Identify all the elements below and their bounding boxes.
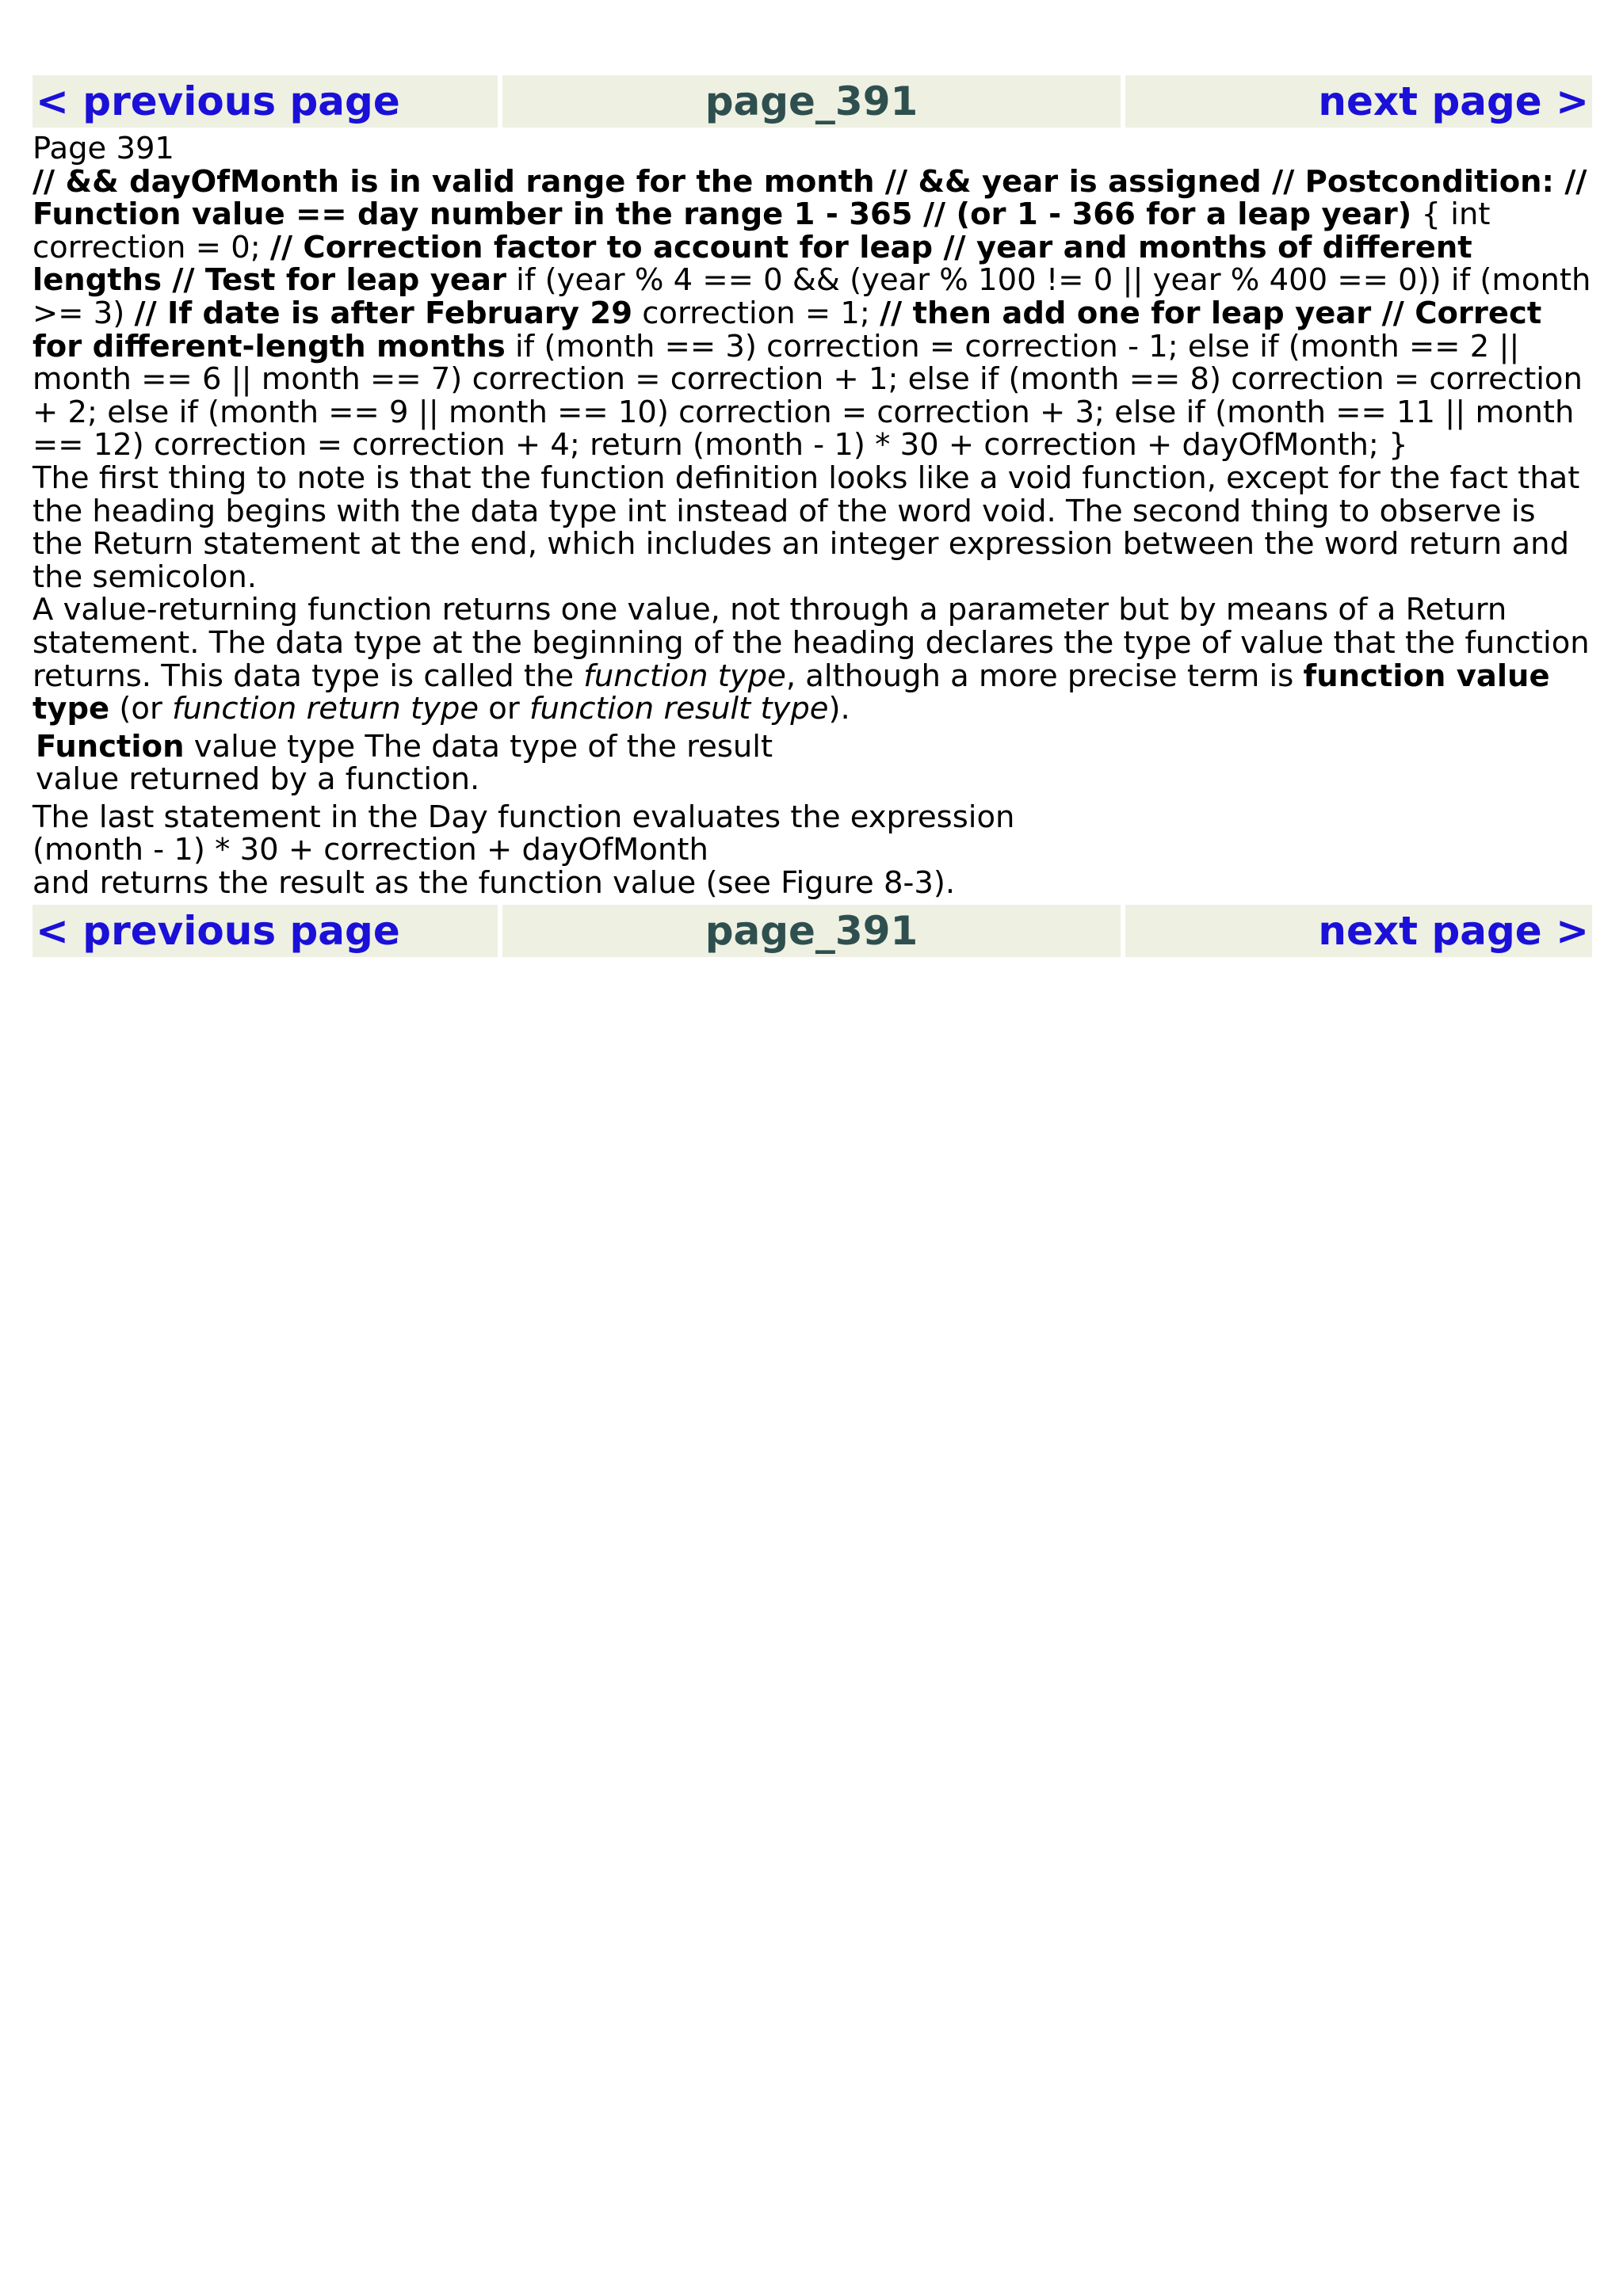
code-block (32, 163, 1592, 463)
page-label: page_391 (502, 75, 1121, 128)
text-run: , although a more precise term is (785, 658, 1304, 694)
next-page-link[interactable]: next page > (1125, 75, 1592, 128)
next-page-link[interactable]: next page > (1125, 905, 1592, 957)
page-content (32, 128, 1592, 905)
page-container (32, 75, 1592, 957)
page-label: page_391 (502, 905, 1121, 957)
paragraph (32, 593, 1592, 725)
italic-term: function type (583, 658, 786, 694)
code-text: if (year % 4 == 0 && (year % 100 != 0 || year % 400 == 0)) if (month >= 3) (32, 262, 1591, 331)
bold-term: function value type (32, 658, 1550, 727)
previous-page-link[interactable]: < previous page (32, 905, 498, 957)
code-expression: (month - 1) * 30 + correction + dayOfMonth (32, 832, 708, 868)
top-navigation-bar (32, 75, 1592, 128)
italic-term: function result type (529, 691, 829, 727)
code-comment: // && dayOfMonth is in valid range for the month // && year is assigned // Postcondition: // Function value == day number in the range 1 - 365 // (or 1 - 366 for a leap year) (32, 163, 1587, 233)
italic-term: function return type (172, 691, 479, 727)
text-run: or (479, 691, 529, 727)
definition-text: value type The data type of the result value returned by a function. (36, 728, 773, 798)
paragraph: The last statement in the Day function evaluates the expression (32, 799, 1015, 835)
code-comment: // If date is after February 29 (134, 295, 632, 331)
previous-page-link[interactable]: < previous page (32, 75, 498, 128)
text-run: A value-returning function returns one value, not through a parameter but by means of a Return statement. The data type at the beginning of the heading declares the type of value that the function returns. This data type is called the (32, 592, 1590, 694)
code-comment: // Correction factor to account for leap // year and months of different lengths // Test for leap year (32, 229, 1472, 299)
page-number-text: Page 391 (32, 131, 174, 166)
paragraph: and returns the result as the function value (see Figure 8-3). (32, 865, 956, 902)
code-text: correction = 1; (632, 295, 880, 331)
text-run: ). (828, 691, 850, 727)
definition-box (36, 730, 796, 796)
code-text: { int correction = 0; (32, 196, 1491, 265)
code-text: if (month == 3) correction = correction - 1; else if (month == 2 || month == 6 || month == 7) correction = correction + 1; else if (month == 8) correction = correction + 2; else if (month == 9 || month == 10) correction = correction + 3; else if (month == 11 || month == 12) correction = correction + 4; return (month - 1) * 30 + correction + dayOfMonth; } (32, 328, 1583, 463)
bottom-navigation-bar (32, 905, 1592, 957)
text-run: (or (109, 691, 173, 727)
paragraph: The first thing to note is that the function definition looks like a void function, except for the fact that the heading begins with the data type int instead of the word void. The second thing to observe is the Return statement at the end, which includes an integer expression between the word return and the semicolon. (32, 460, 1580, 595)
definition-term: Function (36, 728, 185, 765)
code-comment: // then add one for leap year // Correct for different-length months (32, 295, 1542, 364)
